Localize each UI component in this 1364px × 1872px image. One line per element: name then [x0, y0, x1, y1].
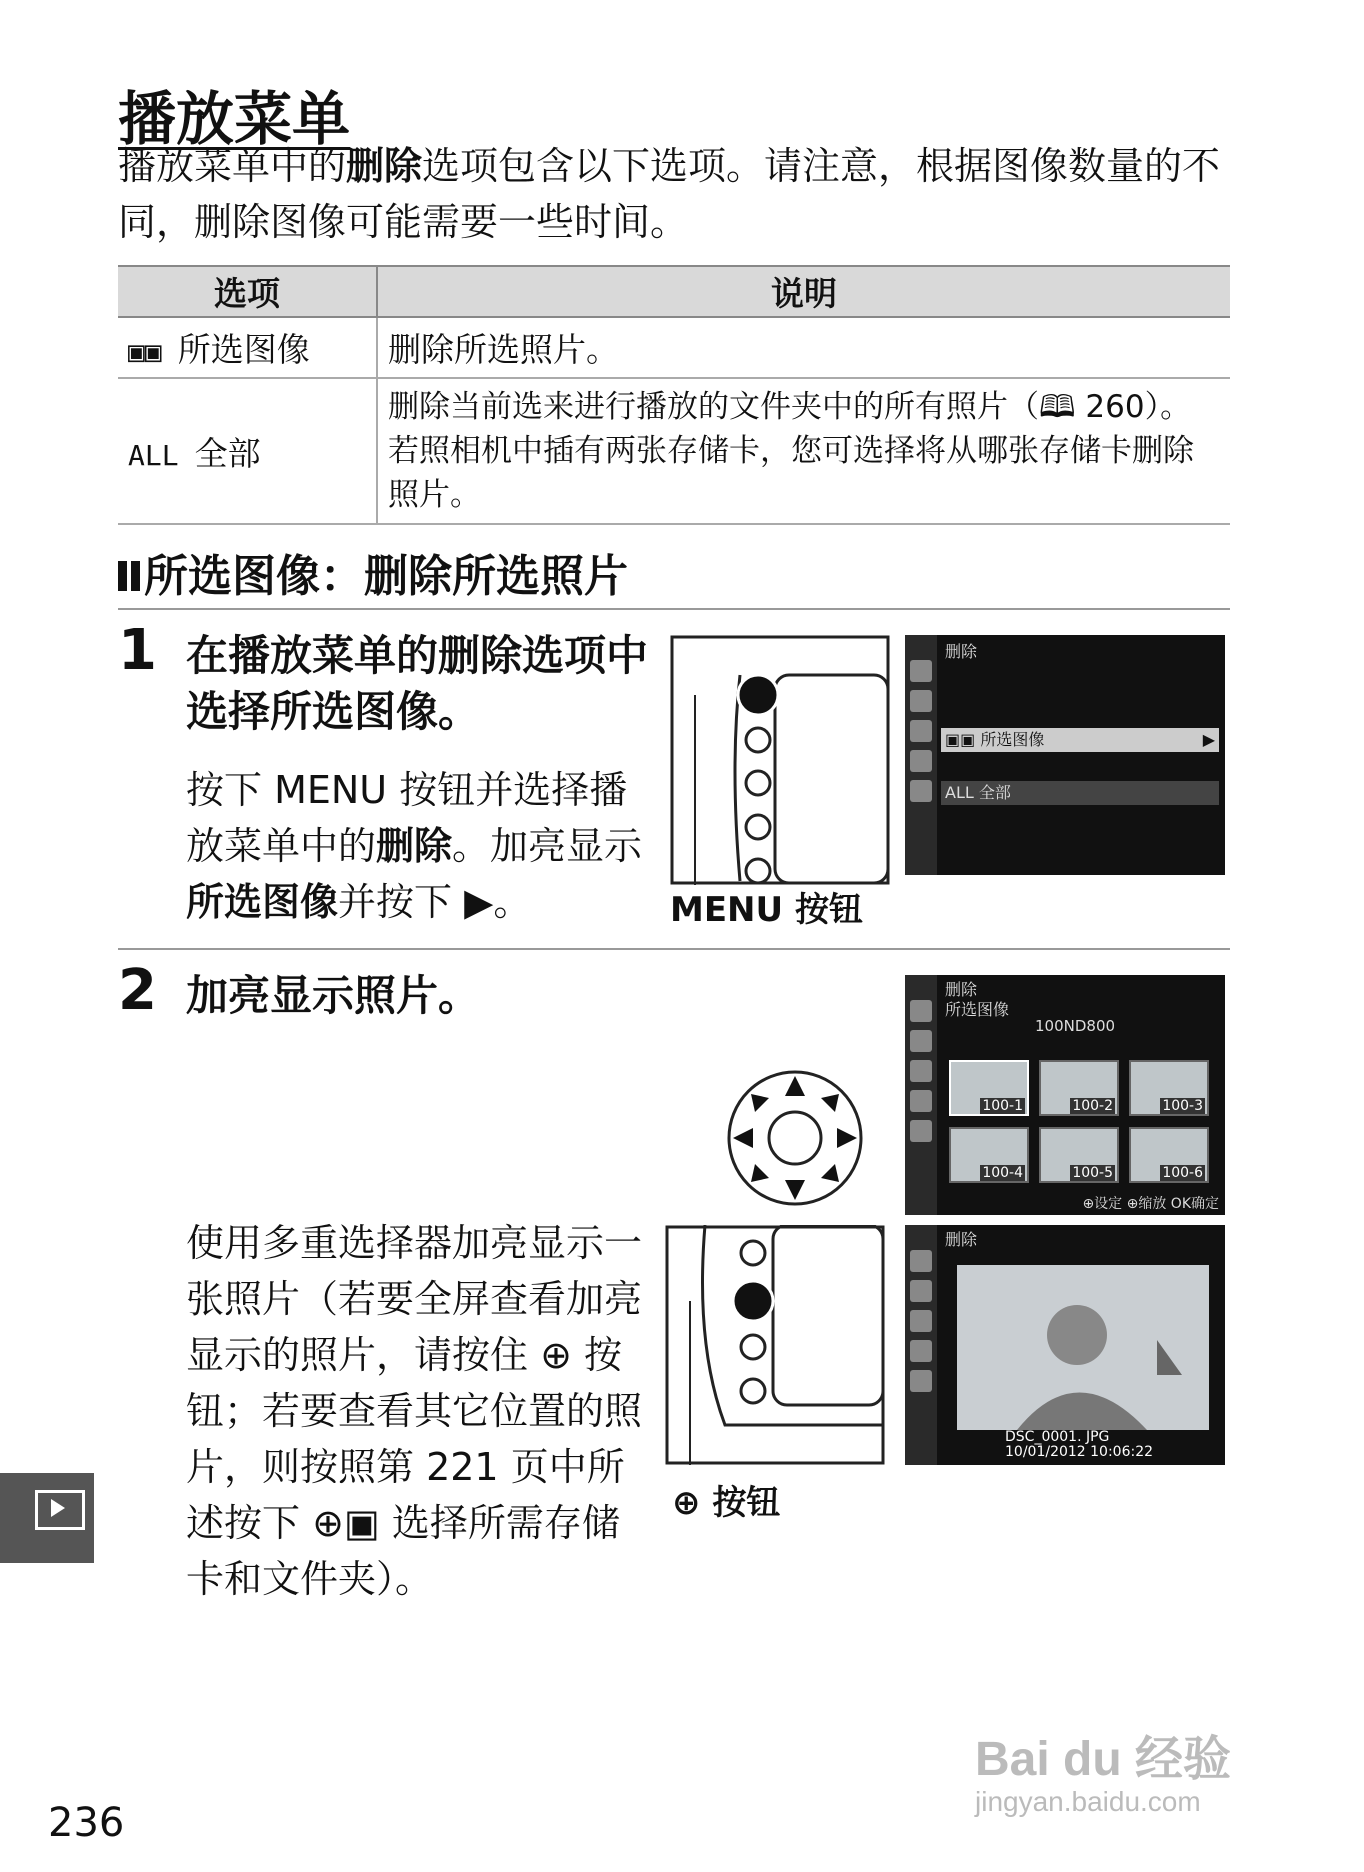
intro-text: 播放菜单中的删除选项包含以下选项。请注意，根据图像数量的不同，删除图像可能需要一些时间。: [118, 144, 1221, 244]
camera-back-illustration: [670, 635, 890, 885]
step-body: 使用多重选择器加亮显示一张照片（若要全屏查看加亮显示的照片，请按住 ⊕ 按钮；若要查看其它位置的照片，则按照第 221 页中所述按下 ⊕▣ 选择所需存储卡和文件夹）。: [186, 1221, 643, 1601]
table-row: [118, 378, 1230, 524]
table-header-option: 选项: [118, 266, 377, 317]
page-number: 236: [48, 1800, 125, 1846]
multi-selector-icon: [725, 1068, 865, 1208]
photo-preview: [957, 1265, 1209, 1430]
divider: [118, 948, 1230, 950]
all-icon: ALL: [128, 438, 179, 472]
zoom-button-label: ⊕ 按钮: [672, 1483, 781, 1523]
step-number: 1: [118, 618, 157, 683]
right-arrow-icon: ▶: [1202, 730, 1215, 749]
menu-item-selected-images[interactable]: ▣▣ 所选图像 ▶: [941, 728, 1219, 752]
delete-menu-screen: 删除 ▣▣ 所选图像 ▶ ALL 全部: [905, 635, 1225, 875]
menu-button-icon: [738, 675, 778, 715]
section-title: 所选图像：删除所选照片: [118, 540, 628, 604]
desc-cell: 删除当前选来进行播放的文件夹中的所有照片（🕮 260）。若照相机中插有两张存储卡，您可选择将从哪张存储卡删除照片。: [377, 378, 1230, 524]
thumbnail[interactable]: 100-3: [1129, 1060, 1209, 1116]
screen-footer: ⊕设定 ⊕缩放 OK确定: [1082, 1196, 1219, 1212]
folder-name: 100ND800: [1035, 1017, 1116, 1035]
photo-datetime: 10/01/2012 10:06:22: [1005, 1444, 1154, 1460]
step-heading: 在播放菜单的删除选项中选择所选图像。: [186, 631, 649, 736]
thumbnail[interactable]: 100-6: [1129, 1127, 1209, 1183]
step-number: 2: [118, 958, 157, 1023]
play-triangle-icon: [51, 1499, 65, 1517]
thumbnail[interactable]: 100-4: [949, 1127, 1029, 1183]
page-title: 播放菜单: [118, 85, 351, 153]
desc-cell: 删除所选照片。: [377, 317, 1230, 378]
options-table: [118, 265, 1230, 525]
menu-button-label: MENU 按钮: [670, 890, 863, 930]
option-cell: ALL 全部: [118, 378, 377, 524]
divider: [118, 608, 1230, 610]
watermark-logo: Bai du 经验: [975, 1733, 1232, 1786]
full-frame-screen: 删除 DSC_0001. JPG 10/01/2012 10:06:22: [905, 1225, 1225, 1465]
watermark-url: jingyan.baidu.com: [975, 1786, 1201, 1817]
zoom-in-button-icon: [733, 1281, 773, 1321]
step-body: 按下 MENU 按钮并选择播放菜单中的删除。加亮显示所选图像并按下 ▶。: [186, 768, 643, 924]
thumbnail[interactable]: 100-2: [1039, 1060, 1119, 1116]
menu-item-all[interactable]: ALL 全部: [941, 781, 1219, 805]
camera-back-illustration: [665, 1225, 885, 1465]
table-header-desc: 说明: [377, 266, 1230, 317]
selected-images-icon: ▣▣: [128, 335, 162, 368]
step-heading: 加亮显示照片。: [186, 971, 481, 1020]
thumbnail-selection-screen: 删除 所选图像 100ND800 100-1 100-2 100-3 100-4 100-5 100-6 ⊕设定 ⊕缩放 OK确定: [905, 975, 1225, 1215]
table-header-row: [118, 266, 1230, 317]
thumbnail[interactable]: 100-5: [1039, 1127, 1119, 1183]
option-cell: ▣▣ 所选图像: [118, 317, 377, 378]
table-row: [118, 317, 1230, 378]
photo-filename: DSC_0001. JPG: [1005, 1429, 1110, 1445]
thumbnail[interactable]: 100-1: [949, 1060, 1029, 1116]
